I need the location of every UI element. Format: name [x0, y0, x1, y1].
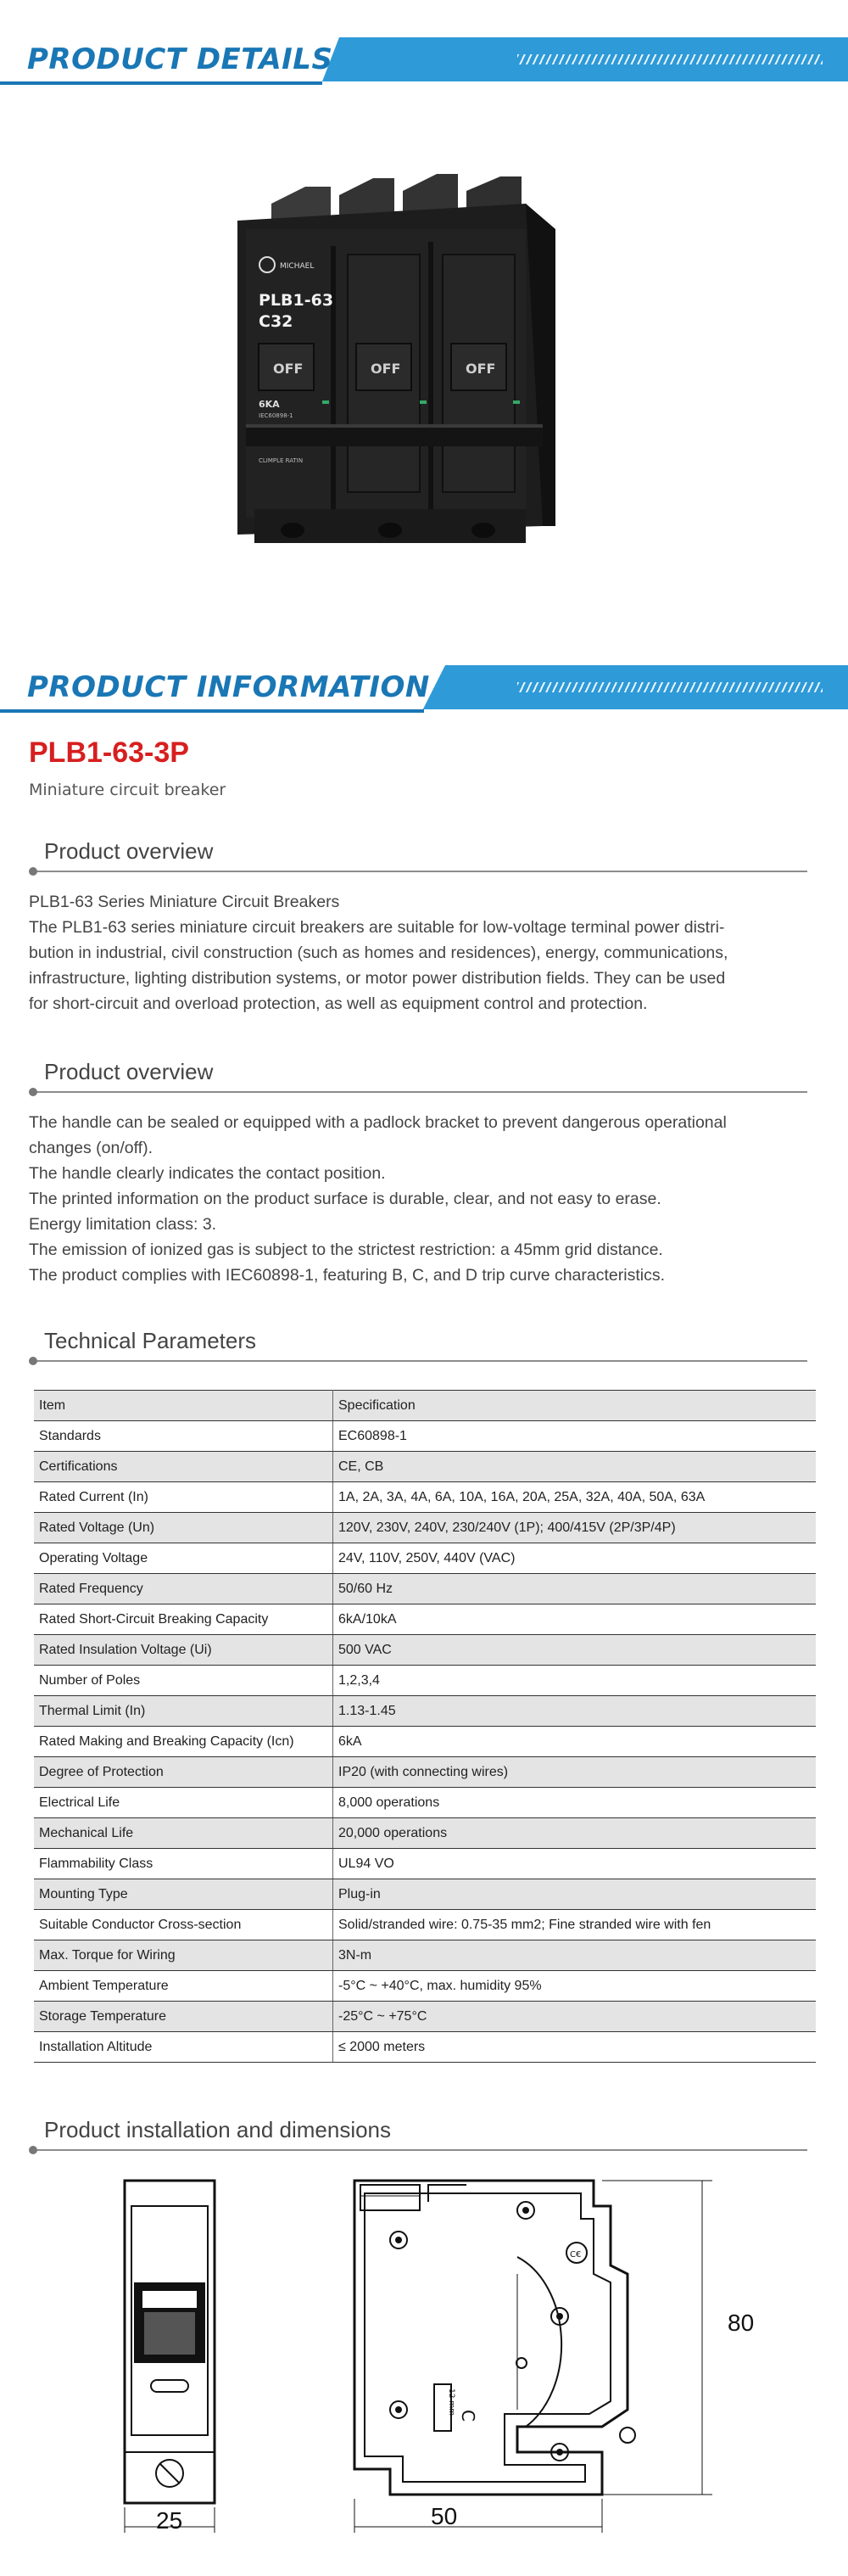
param-item-cell: Rated Short-Circuit Breaking Capacity: [34, 1604, 333, 1635]
param-spec-cell: 120V, 230V, 240V, 230/240V (1P); 400/415V (2P/3P/4P): [333, 1513, 817, 1543]
param-item-cell: Rated Voltage (Un): [34, 1513, 333, 1543]
param-item-cell: Flammability Class: [34, 1849, 333, 1879]
table-row: [34, 1818, 816, 1849]
param-item-cell: Mechanical Life: [34, 1818, 333, 1849]
table-row: [34, 1849, 816, 1879]
section-dot: [29, 1088, 37, 1096]
param-item-cell: Rated Current (In): [34, 1482, 333, 1513]
banner-stripes: [517, 682, 823, 692]
section-divider: [34, 1360, 807, 1362]
param-spec-cell: UL94 VO: [333, 1849, 817, 1879]
table-row: [34, 1604, 816, 1635]
table-row: [34, 1696, 816, 1727]
section-divider: [34, 871, 807, 872]
param-item-cell: Standards: [34, 1421, 333, 1452]
table-row: [34, 1940, 816, 1971]
banner-title: PRODUCT INFORMATION: [27, 670, 430, 704]
handle-off-label-2: OFF: [371, 361, 401, 377]
overview-line: The product complies with IEC60898-1, featuring B, C, and D trip curve characteristics.: [29, 1266, 665, 1285]
table-row: [34, 1971, 816, 2002]
overview-heading-1: [29, 838, 807, 872]
product-details-banner: [0, 37, 848, 81]
param-item-cell: Electrical Life: [34, 1788, 333, 1818]
overview-line: The handle can be sealed or equipped with a padlock bracket to prevent dangerous operational: [29, 1113, 727, 1132]
param-spec-cell: 20,000 operations: [333, 1818, 817, 1849]
overview-line: The printed information on the product surface is durable, clear, and not easy to erase.: [29, 1190, 661, 1208]
table-row: [34, 1543, 816, 1574]
side-dimension-drawing: [348, 2172, 738, 2545]
table-row: [34, 1421, 816, 1452]
section-heading-label: Product overview: [44, 838, 214, 864]
handle-off-label-1: OFF: [273, 361, 304, 377]
overview-text-2: [29, 1110, 817, 1288]
param-spec-cell: ≤ 2000 meters: [333, 2032, 817, 2063]
overview-heading-2: [29, 1059, 807, 1093]
overview-line: Energy limitation class: 3.: [29, 1215, 217, 1234]
table-row: [34, 1452, 816, 1482]
table-row: [34, 2032, 816, 2063]
front-width-label: 25: [156, 2507, 183, 2534]
param-spec-cell: 6kA: [333, 1727, 817, 1757]
param-spec-cell: Specification: [333, 1391, 817, 1421]
param-spec-cell: -5°C ~ +40°C, max. humidity 95%: [333, 1971, 817, 2002]
overview-text-1: [29, 889, 817, 1016]
technical-heading: [29, 1328, 807, 1362]
table-row: [34, 1513, 816, 1543]
param-spec-cell: 500 VAC: [333, 1635, 817, 1666]
standard-print: IEC60898-1: [259, 412, 293, 419]
table-row: [34, 1757, 816, 1788]
product-information-banner: [0, 665, 848, 709]
table-row: [34, 1910, 816, 1940]
param-spec-cell: CE, CB: [333, 1452, 817, 1482]
banner-title: PRODUCT DETAILS: [27, 42, 333, 76]
param-spec-cell: 1,2,3,4: [333, 1666, 817, 1696]
param-spec-cell: 24V, 110V, 250V, 440V (VAC): [333, 1543, 817, 1574]
param-spec-cell: EC60898-1: [333, 1421, 817, 1452]
param-spec-cell: 3N-m: [333, 1940, 817, 1971]
section-dot: [29, 1357, 37, 1365]
svg-text:C: C: [458, 2410, 478, 2422]
section-heading-label: Product overview: [44, 1059, 214, 1084]
overview-line: The PLB1-63 series miniature circuit breakers are suitable for low-voltage terminal power distri-: [29, 918, 725, 937]
side-width-label: 50: [431, 2503, 458, 2529]
overview-line: The emission of ionized gas is subject to the strictest restriction: a 45mm grid distance.: [29, 1240, 663, 1259]
svg-text:C€: C€: [570, 2250, 582, 2260]
param-item-cell: Mounting Type: [34, 1879, 333, 1910]
param-item-cell: Installation Altitude: [34, 2032, 333, 2063]
param-item-cell: Degree of Protection: [34, 1757, 333, 1788]
section-divider: [34, 1091, 807, 1093]
section-divider: [34, 2149, 807, 2151]
param-item-cell: Number of Poles: [34, 1666, 333, 1696]
param-item-cell: Operating Voltage: [34, 1543, 333, 1574]
rating-print: C32: [259, 312, 293, 331]
param-item-cell: Ambient Temperature: [34, 1971, 333, 2002]
side-height-label: 80: [728, 2310, 755, 2336]
technical-parameters-table: [34, 1390, 816, 2063]
product-model-title: PLB1-63-3P: [29, 736, 189, 769]
param-spec-cell: Plug-in: [333, 1879, 817, 1910]
table-row: [34, 1788, 816, 1818]
table-header-row: [34, 1391, 816, 1421]
param-item-cell: Rated Frequency: [34, 1574, 333, 1604]
param-spec-cell: 1.13-1.45: [333, 1696, 817, 1727]
section-heading-label: Technical Parameters: [44, 1328, 256, 1353]
section-dot: [29, 867, 37, 876]
model-print: PLB1-63: [259, 291, 334, 310]
param-spec-cell: 6kA/10kA: [333, 1604, 817, 1635]
param-item-cell: Max. Torque for Wiring: [34, 1940, 333, 1971]
param-spec-cell: 8,000 operations: [333, 1788, 817, 1818]
section-dot: [29, 2146, 37, 2154]
param-spec-cell: IP20 (with connecting wires): [333, 1757, 817, 1788]
table-row: [34, 1879, 816, 1910]
banner-underline: [0, 81, 322, 85]
table-row: [34, 1635, 816, 1666]
side-marking-text: 12 mm: [447, 2388, 455, 2416]
param-item-cell: Item: [34, 1391, 333, 1421]
overview-line: PLB1-63 Series Miniature Circuit Breakers: [29, 893, 340, 911]
table-row: [34, 1727, 816, 1757]
small-print: CLIMPLE RATIN: [259, 457, 304, 464]
param-item-cell: Certifications: [34, 1452, 333, 1482]
handle-off-label-3: OFF: [466, 361, 496, 377]
brand-text: MICHAEL: [280, 262, 315, 271]
installation-heading: [29, 2117, 807, 2151]
section-heading-label: Product installation and dimensions: [44, 2117, 392, 2142]
table-row: [34, 1666, 816, 1696]
param-item-cell: Rated Insulation Voltage (Ui): [34, 1635, 333, 1666]
banner-stripes: [517, 54, 823, 64]
table-row: [34, 1574, 816, 1604]
overview-line: for short-circuit and overload protection, as well as equipment control and protection.: [29, 994, 648, 1013]
param-item-cell: Suitable Conductor Cross-section: [34, 1910, 333, 1940]
overview-line: infrastructure, lighting distribution systems, or motor power distribution fields. They can be used: [29, 969, 726, 988]
product-subtitle: Miniature circuit breaker: [29, 781, 226, 799]
overview-line: bution in industrial, civil construction (such as homes and residences), energy, communications,: [29, 944, 728, 962]
param-spec-cell: -25°C ~ +75°C: [333, 2002, 817, 2032]
overview-line: changes (on/off).: [29, 1139, 153, 1157]
param-spec-cell: 1A, 2A, 3A, 4A, 6A, 10A, 16A, 20A, 25A, 32A, 40A, 50A, 63A: [333, 1482, 817, 1513]
param-spec-cell: 50/60 Hz: [333, 1574, 817, 1604]
table-row: [34, 2002, 816, 2032]
front-dimension-drawing: [110, 2172, 229, 2545]
table-row: [34, 1482, 816, 1513]
param-item-cell: Storage Temperature: [34, 2002, 333, 2032]
circuit-breaker-photo: [220, 170, 628, 577]
param-spec-cell: Solid/stranded wire: 0.75-35 mm2; Fine stranded wire with fen: [333, 1910, 817, 1940]
param-item-cell: Thermal Limit (In): [34, 1696, 333, 1727]
banner-underline: [0, 709, 424, 713]
overview-line: The handle clearly indicates the contact position.: [29, 1164, 386, 1183]
breaking-print: 6KA: [259, 399, 280, 410]
param-item-cell: Rated Making and Breaking Capacity (Icn): [34, 1727, 333, 1757]
